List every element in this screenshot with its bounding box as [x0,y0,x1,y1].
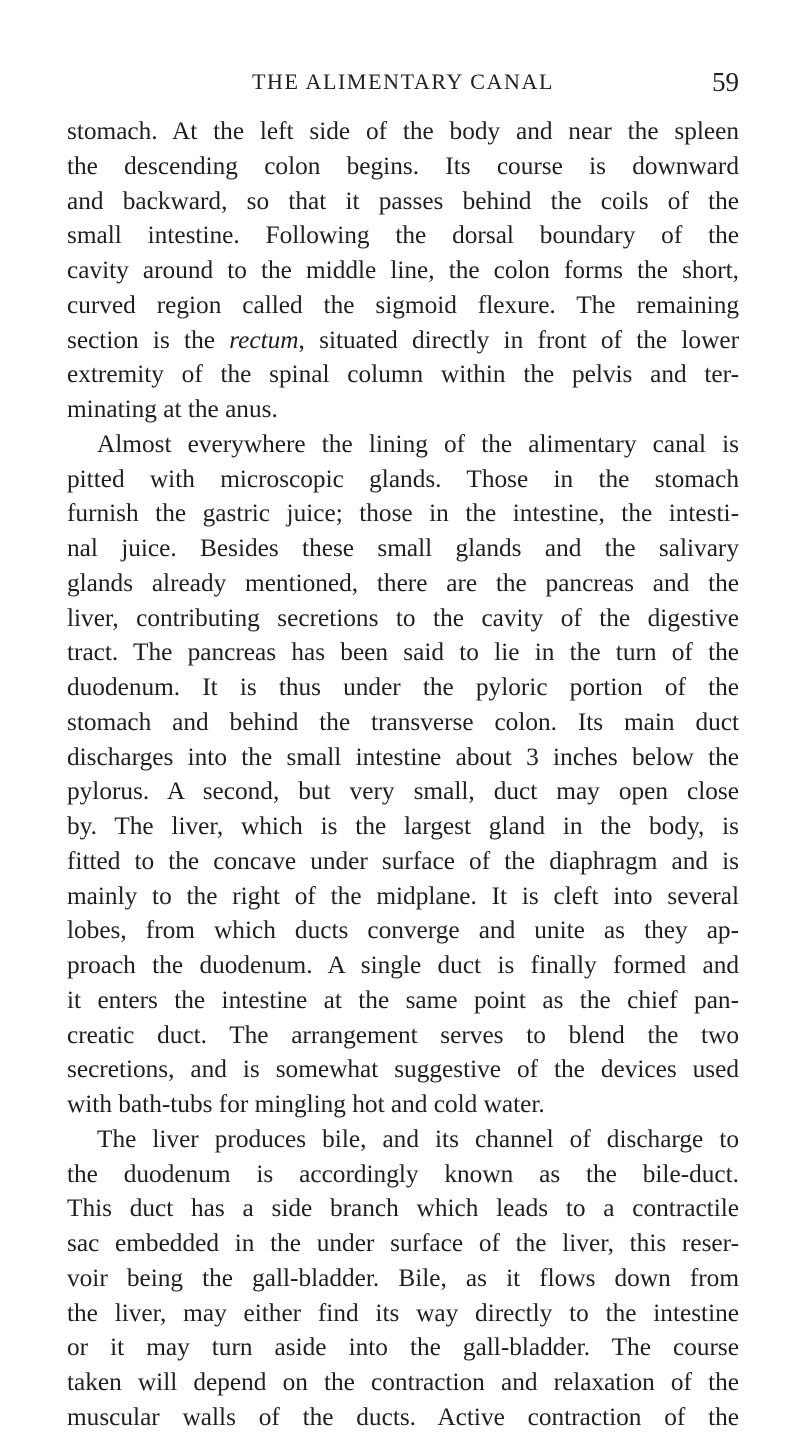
text-line: cavity around to the middle line, the colon forms the short, [67,256,739,284]
body-text [67,114,739,1435]
text-line: small intestine. Following the dorsal boundary of the [67,221,739,250]
text-line: and backward, so that it passes behind the coils of the [67,186,739,215]
text-line: nal juice. Besides these small glands and the salivary [67,534,739,562]
paragraph-start: Almost everywhere the lining of the alimentary canal is [97,429,739,458]
text-line: with bath-tubs for mingling hot and cold water. [67,1090,545,1118]
text-line: it enters the intestine at the same point as the chief pan- [67,985,739,1014]
text-line: stomach. At the left side of the body and near the spleen [67,117,739,145]
text-line: curved region called the sigmoid flexure. The remaining [67,290,739,319]
text-line: stomach and behind the transverse colon. Its main duct [67,707,739,736]
text-line: tract. The pancreas has been said to lie in the turn of the [67,638,739,667]
text-line: glands already mentioned, there are the pancreas and the [67,568,739,597]
italic-term-rectum: rectum [229,325,299,354]
text-line: lobes, from which ducts converge and unite as they ap- [67,916,739,945]
text-line: duodenum. It is thus under the pyloric portion of the [67,673,739,701]
text-line: creatic duct. The arrangement serves to blend the two [67,1020,739,1049]
text-line: mainly to the right of the midplane. It is cleft into several [67,881,739,910]
paragraph-start: The liver produces bile, and its channel of discharge to [97,1124,739,1153]
text-line: proach the duodenum. A single duct is finally formed and [67,951,739,979]
text-line: minating at the anus. [67,395,278,423]
text-line [67,323,739,358]
text-segment: section is the [67,325,230,354]
text-line: furnish the gastric juice; those in the intestine, the intesti- [67,499,739,528]
text-line: sac embedded in the under surface of the liver, this reser- [67,1229,739,1257]
text-line: muscular walls of the ducts. Active contraction of the [67,1402,739,1431]
text-line: pylorus. A second, but very small, duct may open close [67,777,739,806]
text-line: taken will depend on the contraction and relaxation of the [67,1368,739,1396]
text-line: by. The liver, which is the largest gland in the body, is [67,812,739,840]
text-line: the descending colon begins. Its course is downward [67,151,739,180]
text-line: secretions, and is somewhat suggestive of the devices used [67,1055,739,1084]
text-line: voir being the gall-bladder. Bile, as it flows down from [67,1263,739,1292]
text-segment: , situated directly in front of the lower [298,325,739,354]
running-title: THE ALIMENTARY CANAL [252,69,554,94]
text-line: the liver, may either find its way directly to the intestine [67,1298,739,1327]
text-line: This duct has a side branch which leads to a contractile [67,1194,739,1223]
text-line: pitted with microscopic glands. Those in the stomach [67,464,739,493]
text-line: liver, contributing secretions to the cavity of the digestive [67,603,739,632]
text-line: extremity of the spinal column within the pelvis and ter- [67,360,739,389]
running-head [67,62,739,102]
text-line: discharges into the small intestine about 3 inches below the [67,742,739,771]
page-number: 59 [712,67,739,97]
text-line: fitted to the concave under surface of the diaphragm and is [67,846,739,875]
text-line: the duodenum is accordingly known as the bile-duct. [67,1159,739,1188]
text-line: or it may turn aside into the gall-bladder. The course [67,1333,739,1362]
